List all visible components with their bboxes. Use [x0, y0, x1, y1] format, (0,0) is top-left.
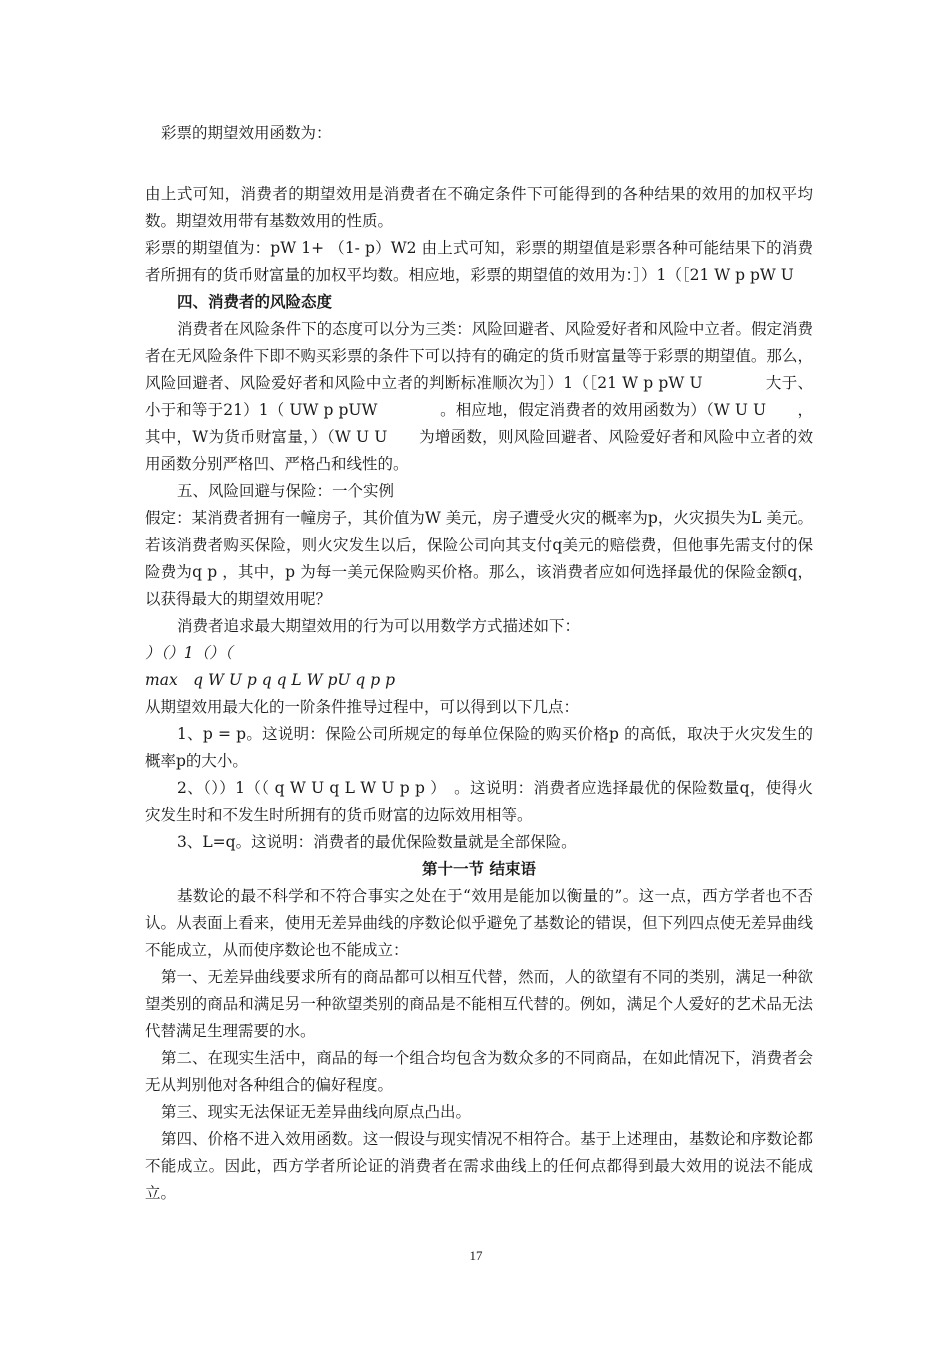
- paragraph-risk-attitude: 消费者在风险条件下的态度可以分为三类：风险回避者、风险爱好者和风险中立者。假定消费者在无风险条件下即不购买彩票的条件下可以持有的确定的货币财富量等于彩票的期望值。那么，风险回避者、风险爱好者和风险中立者的判断标准顺次为］）1（［21 W p pW U 大于、小于和等于21）1（ UW p pUW 。相应地，假定消费者的效用函数为）（W U U ，其中，W为货币财富量，）（W U U 为增函数，则风险回避者、风险爱好者和风险中立者的效用函数分别严格凹、严格凸和线性的。: [145, 320, 813, 473]
- paragraph-reason-3: 第三、现实无法保证无差异曲线向原点凸出。: [161, 1103, 472, 1121]
- page-number: 17: [469, 1248, 483, 1263]
- list-item-point-1: 1、p = p。这说明：保险公司所规定的每单位保险的购买价格p 的高低，取决于火灾发生的概率p的大小。: [145, 725, 813, 770]
- paragraph-first-order-conditions: 从期望效用最大化的一阶条件推导过程中，可以得到以下几点：: [145, 698, 580, 716]
- paragraph-lottery-utility-intro: 彩票的期望效用函数为：: [161, 124, 332, 142]
- formula-line-1: ）（）1（）（: [145, 644, 233, 662]
- paragraph-expected-utility-weighted: 由上式可知，消费者的期望效用是消费者在不确定条件下可能得到的各种结果的效用的加权平均数。期望效用带有基数效用的性质。: [145, 185, 813, 230]
- paragraph-max-expected-utility: 消费者追求最大期望效用的行为可以用数学方式描述如下：: [177, 617, 581, 635]
- section-heading-risk-attitude: 四、消费者的风险态度: [177, 293, 333, 311]
- paragraph-reason-1: 第一、无差异曲线要求所有的商品都可以相互代替，然而，人的欲望有不同的类别，满足一种欲望类别的商品和满足另一种欲望类别的商品是不能相互代替的。例如，满足个人爱好的艺术品无法代替满足生理需要的水。: [145, 968, 813, 1040]
- paragraph-insurance-assumption: 假定：某消费者拥有一幢房子，其价值为W 美元，房子遭受火灾的概率为p，火灾损失为L 美元。若该消费者购买保险，则火灾发生以后，保险公司向其支付q美元的赔偿费，但他事先需支付的保险费为q p ，其中，p 为每一美元保险购买价格。那么，该消费者应如何选择最优的保险金额q，以获得最大的期望效用呢？: [145, 509, 813, 608]
- paragraph-cardinal-critique: 基数论的最不科学和不符合事实之处在于“效用是能加以衡量的”。这一点，西方学者也不否认。从表面上看来，使用无差异曲线的序数论似乎避免了基数论的错误，但下列四点使无差异曲线不能成立，从而使序数论也不能成立：: [145, 887, 813, 959]
- list-item-point-3: 3、L=q。这说明：消费者的最优保险数量就是全部保险。: [177, 833, 577, 851]
- formula-line-2: max q W U p q q L W pU q p p: [145, 671, 396, 689]
- paragraph-expected-value: 彩票的期望值为：pW 1+ （1- p）W2 由上式可知，彩票的期望值是彩票各种可能结果下的消费者所拥有的货币财富量的加权平均数。相应地，彩票的期望值的效用为：］）1（［21 W p pW U: [145, 239, 813, 284]
- subsection-heading-insurance: 五、风险回避与保险：一个实例: [177, 482, 395, 500]
- paragraph-reason-4: 第四、价格不进入效用函数。这一假设与现实情况不相符合。基于上述理由，基数论和序数论都不能成立。因此，西方学者所论证的消费者在需求曲线上的任何点都得到最大效用的说法不能成立。: [145, 1130, 813, 1202]
- list-item-point-2: 2、（））1（（ q W U q L W U p p ） 。这说明：消费者应选择最优的保险数量q，使得火灾发生时和不发生时所拥有的货币财富的边际效用相等。: [145, 779, 813, 824]
- section-heading-conclusion: 第十一节 结束语: [422, 860, 536, 878]
- paragraph-reason-2: 第二、在现实生活中，商品的每一个组合均包含为数众多的不同商品，在如此情况下，消费者会无从判别他对各种组合的偏好程度。: [145, 1049, 813, 1094]
- page-body: [145, 120, 813, 1207]
